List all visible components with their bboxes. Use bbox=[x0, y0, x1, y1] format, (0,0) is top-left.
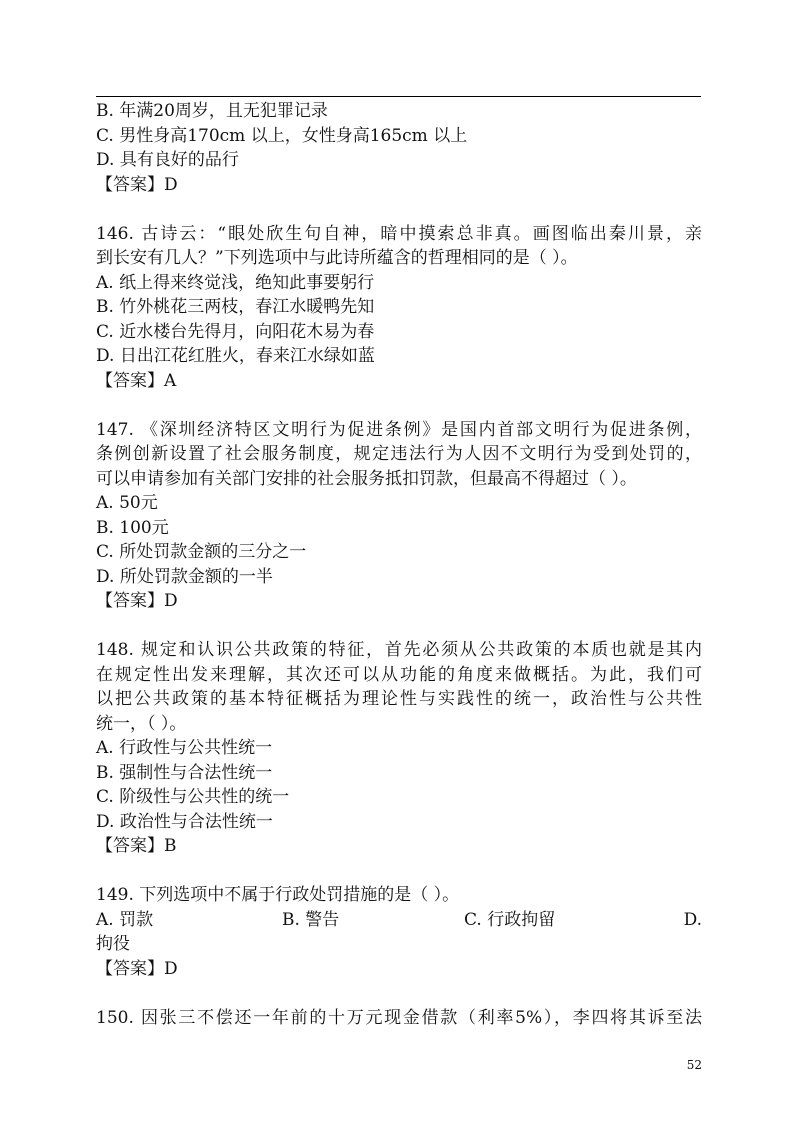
q148-option-a: A. 行政性与公共性统一 bbox=[96, 738, 273, 758]
q149-option-a: A. 罚款 bbox=[96, 909, 154, 930]
q149-options-row bbox=[96, 908, 702, 933]
q147-option-a: A. 50元 bbox=[96, 493, 158, 513]
q149-option-c: C. 行政拘留 bbox=[464, 909, 556, 930]
q147-answer: 【答案】D bbox=[96, 591, 178, 611]
header-rule bbox=[96, 96, 701, 97]
q147-option-c: C. 所处罚款金额的三分之一 bbox=[96, 542, 307, 562]
q146-stem-line-2: 到长安有几人？”下列选项中与此诗所蕴含的哲理相同的是（ ）。 bbox=[96, 248, 578, 268]
q146-option-c: C. 近水楼台先得月，向阳花木易为春 bbox=[96, 321, 375, 342]
q148-stem-line-4: 统一，（ ）。 bbox=[96, 713, 187, 734]
q147-stem-line-3: 可以申请参加有关部门安排的社会服务抵扣罚款，但最高不得超过（ ）。 bbox=[96, 468, 637, 489]
q145-option-b: B. 年满20周岁，且无犯罪记录 bbox=[96, 101, 328, 121]
q149-answer: 【答案】D bbox=[96, 958, 178, 979]
q148-answer: 【答案】B bbox=[96, 836, 177, 856]
q148-stem-line-1: 148. 规定和认识公共政策的特征，首先必须从公共政策的本质也就是其内 bbox=[96, 640, 702, 660]
q149-option-b: B. 警告 bbox=[282, 909, 340, 930]
q148-option-d: D. 政治性与合法性统一 bbox=[96, 811, 273, 832]
q149-stem: 149. 下列选项中不属于行政处罚措施的是（ ）。 bbox=[96, 885, 460, 905]
page-number: 52 bbox=[686, 1058, 702, 1072]
q148-option-c: C. 阶级性与公共性的统一 bbox=[96, 787, 290, 807]
q148-stem-line-2: 在规定性出发来理解，其次还可以从功能的角度来做概括。为此，我们可 bbox=[96, 664, 702, 685]
q146-answer: 【答案】A bbox=[96, 370, 177, 391]
q147-stem-line-1: 147. 《深圳经济特区文明行为促进条例》是国内首部文明行为促进条例， bbox=[96, 419, 702, 440]
q149-option-d: D. bbox=[683, 909, 702, 930]
q149-option-d-wrap: 拘役 bbox=[96, 934, 130, 954]
q150-stem-line-1: 150. 因张三不偿还一年前的十万元现金借款（利率5%），李四将其诉至法 bbox=[96, 1007, 702, 1028]
q146-option-d: D. 日出江花红胜火，春来江水绿如蓝 bbox=[96, 346, 375, 366]
q147-stem-line-2: 条例创新设置了社会服务制度，规定违法行为人因不文明行为受到处罚的， bbox=[96, 444, 702, 464]
q145-option-c: C. 男性身高170cm 以上，女性身高165cm 以上 bbox=[96, 125, 468, 146]
q146-option-b: B. 竹外桃花三两枝，春江水暖鸭先知 bbox=[96, 297, 375, 317]
q146-option-a: A. 纸上得来终觉浅，绝知此事要躬行 bbox=[96, 272, 375, 293]
q147-option-d: D. 所处罚款金额的一半 bbox=[96, 566, 273, 587]
q145-answer: 【答案】D bbox=[96, 174, 178, 195]
q145-option-d: D. 具有良好的品行 bbox=[96, 150, 239, 170]
page-content bbox=[96, 99, 702, 1030]
q148-stem-line-3: 以把公共政策的基本特征概括为理论性与实践性的统一，政治性与公共性 bbox=[96, 689, 702, 709]
q146-stem-line-1: 146. 古诗云：“眼处欣生句自神，暗中摸索总非真。画图临出秦川景，亲 bbox=[96, 223, 702, 244]
q147-option-b: B. 100元 bbox=[96, 517, 169, 538]
q148-option-b: B. 强制性与合法性统一 bbox=[96, 762, 273, 783]
